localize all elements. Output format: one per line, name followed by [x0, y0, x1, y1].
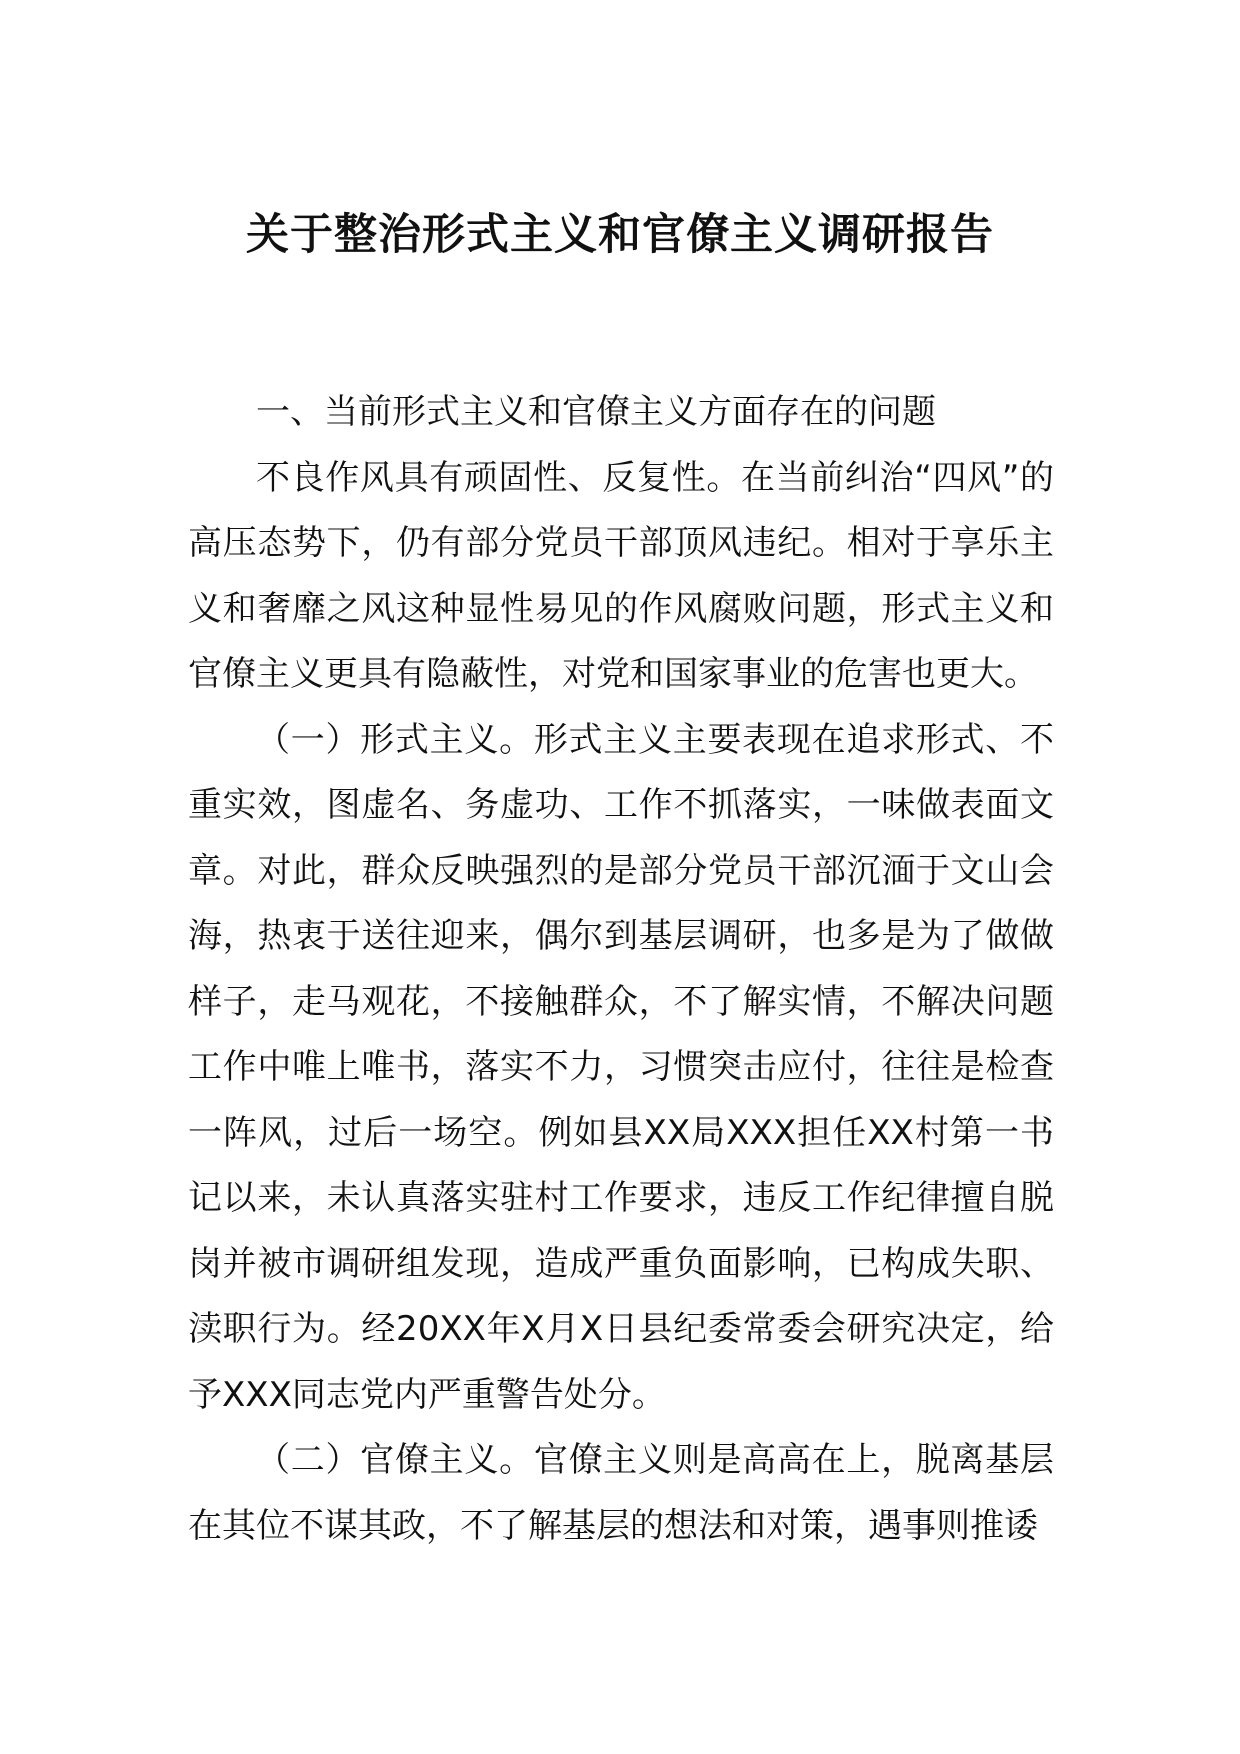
section-heading: 一、当前形式主义和官僚主义方面存在的问题 [256, 392, 936, 432]
document-title: 关于整治形式主义和官僚主义调研报告 [246, 210, 994, 260]
paragraph-bureaucratism: （二）官僚主义。官僚主义则是高高在上，脱离基层在其位不谋其政，不了解基层的想法和对策，遇事则推诿 [188, 1440, 1054, 1546]
paragraph-intro: 不良作风具有顽固性、反复性。在当前纠治“四风”的高压态势下，仍有部分党员干部顶风违纪。相对于享乐主义和奢靡之风这种显性易见的作风腐败问题，形式主义和官僚主义更具有隐蔽性，对党和国家事业的危害也更大。 [188, 457, 1054, 694]
document-body [188, 380, 1054, 1559]
paragraph-formalism: （一）形式主义。形式主义主要表现在追求形式、不重实效，图虚名、务虚功、工作不抓落实，一味做表面文章。对此，群众反映强烈的是部分党员干部沉湎于文山会海，热衷于送往迎来，偶尔到基层调研，也多是为了做做样子，走马观花，不接触群众，不了解实情，不解决问题工作中唯上唯书，落实不力，习惯突击应付，往往是检查一阵风，过后一场空。例如县XX局XXX担任XX村第一书记以来，未认真落实驻村工作要求，违反工作纪律擅自脱岗并被市调研组发现，造成严重负面影响，已构成失职、渎职行为。经20XX年X月X日县纪委常委会研究决定，给予XXX同志党内严重警告处分。 [188, 719, 1054, 1415]
